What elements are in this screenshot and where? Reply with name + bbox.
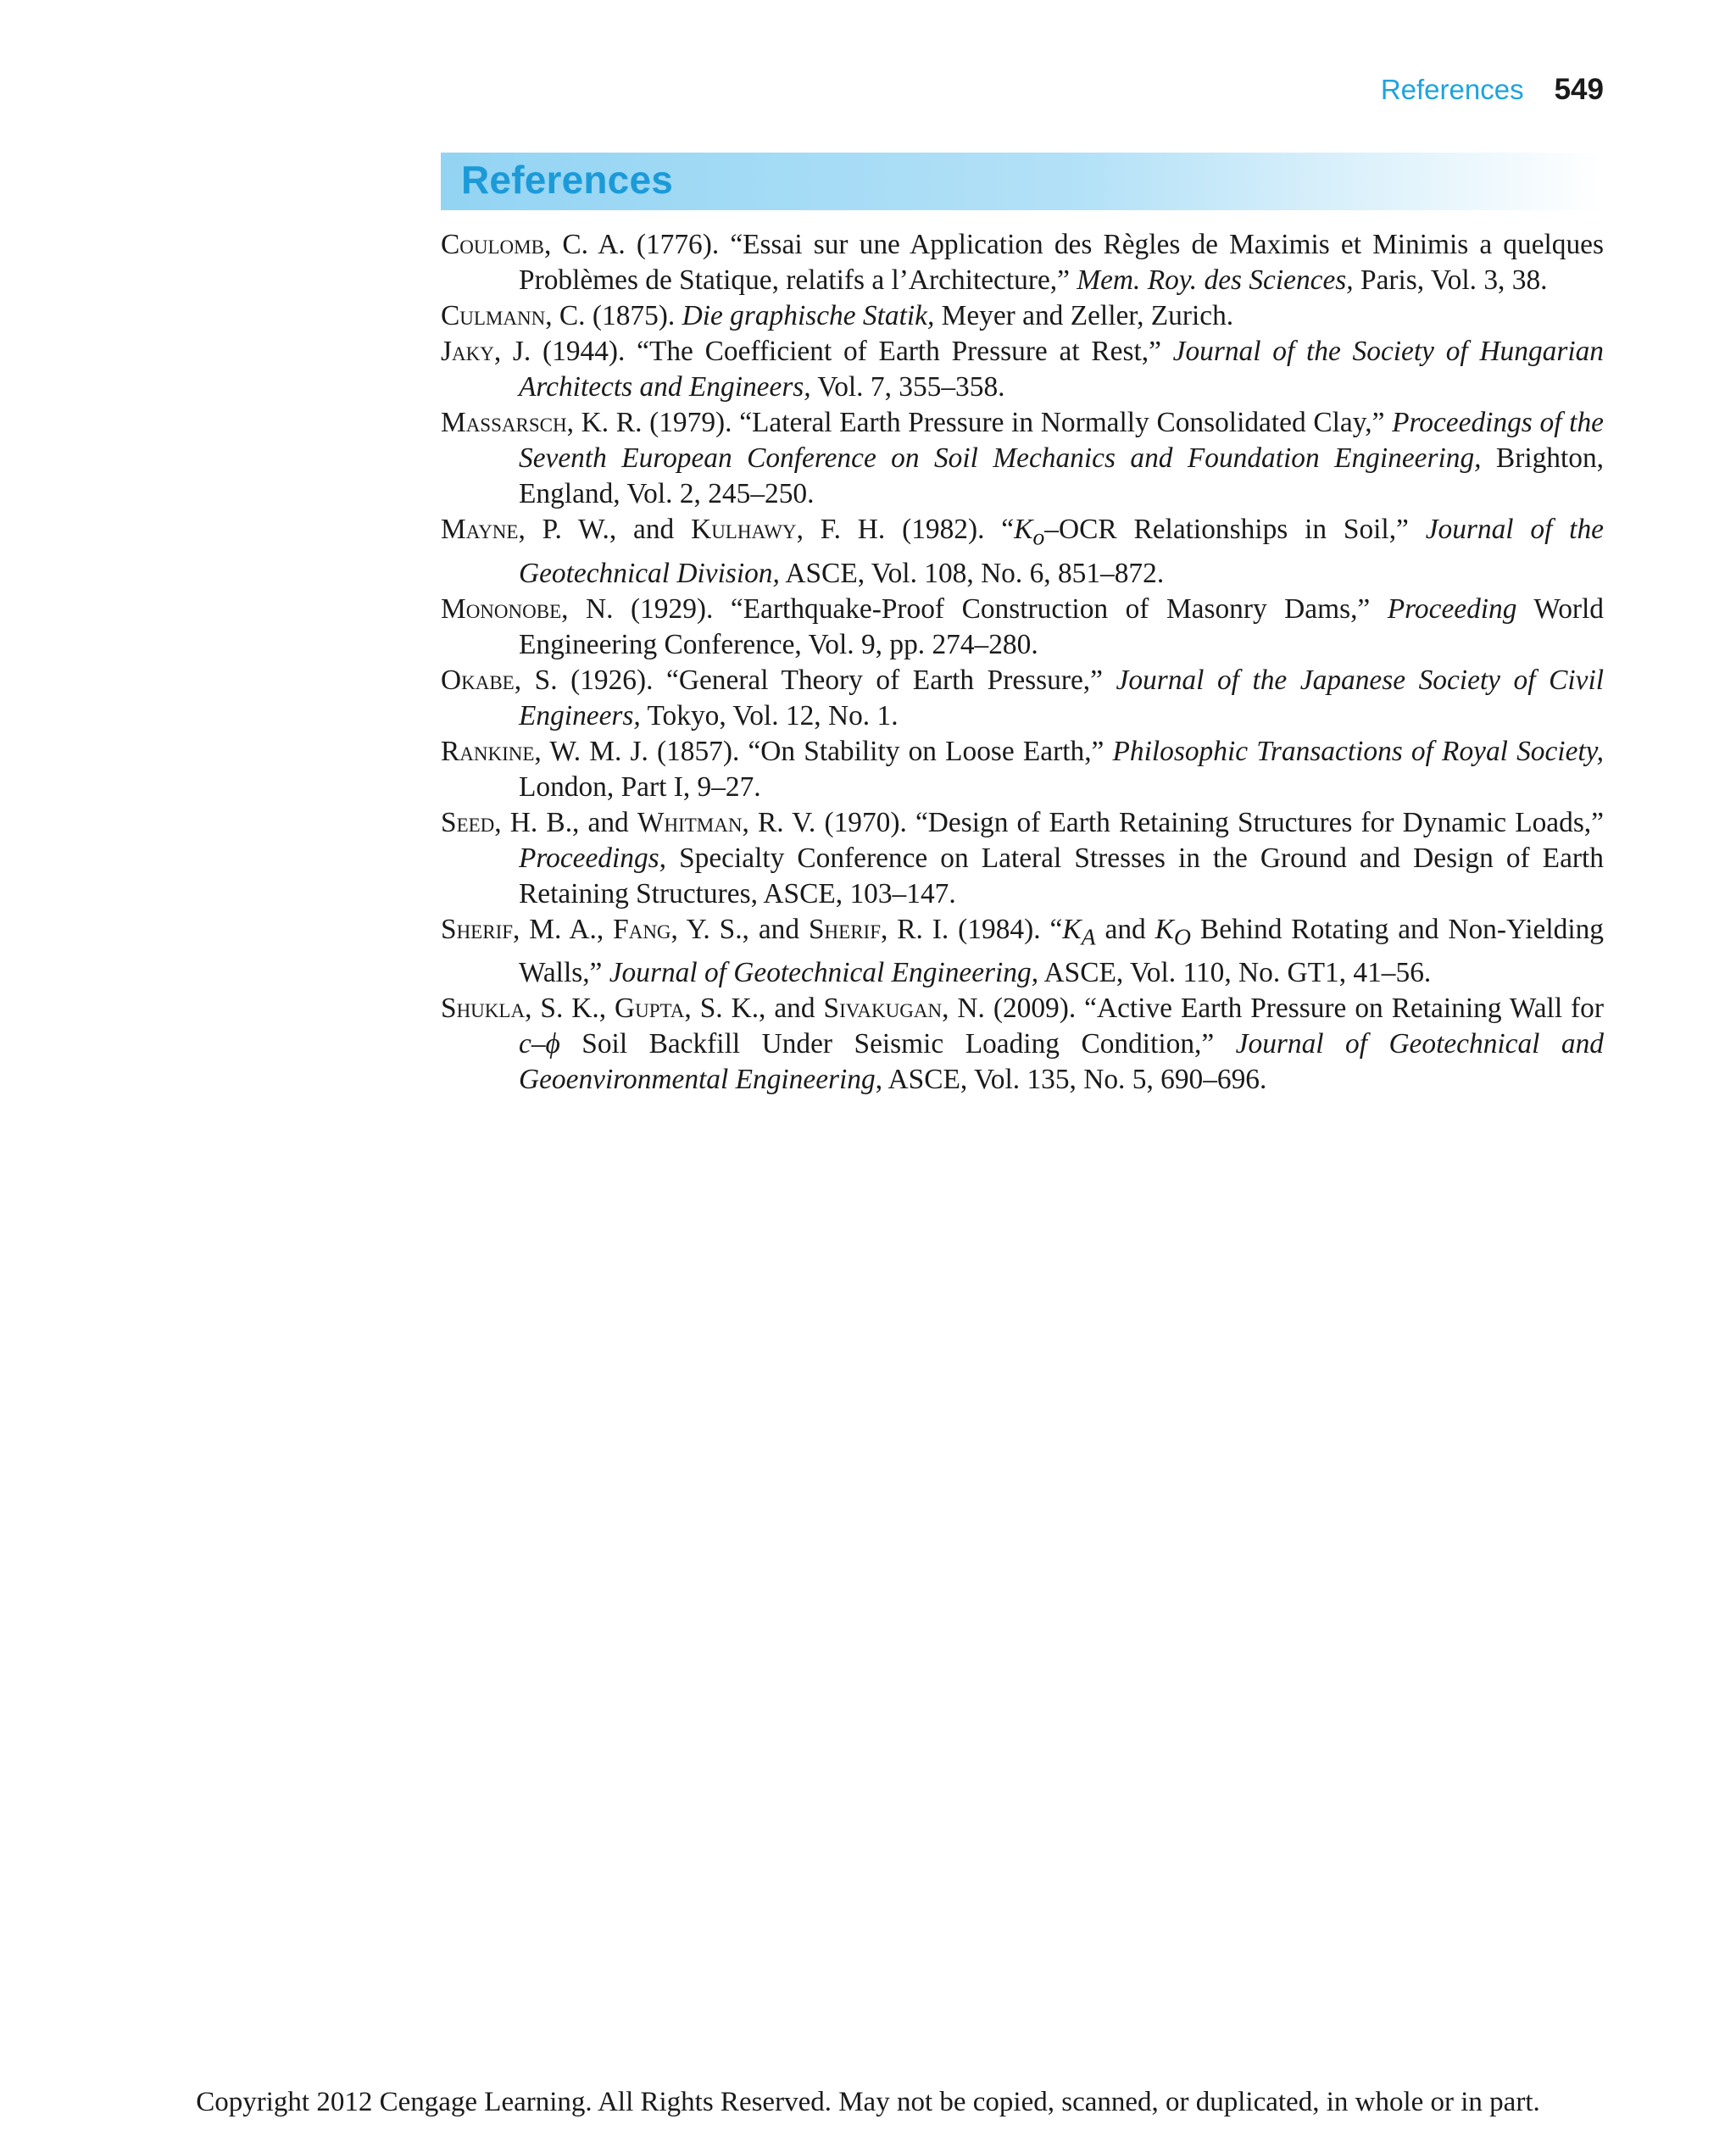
- ref-text: , S. (1926). “General Theory of Earth Pressure,”: [514, 664, 1116, 696]
- math-symbol: c: [519, 1028, 531, 1060]
- math-subscript: A: [1081, 924, 1096, 951]
- author: Okabe: [441, 664, 515, 696]
- author: Sherif: [808, 913, 881, 945]
- source-title: Philosophic Transactions of Royal Society,: [1112, 735, 1604, 767]
- author: Kulhawy: [691, 514, 797, 545]
- author: Gupta: [615, 993, 685, 1025]
- source-title: Journal of the Geotechnical Division,: [519, 514, 1604, 589]
- reference-seed: [441, 805, 1604, 912]
- ref-text: Tokyo, Vol. 12, No. 1.: [640, 699, 899, 731]
- copyright-footer: Copyright 2012 Cengage Learning. All Rights Reserved. May not be copied, scanned, or duplicated, in whole or in part.: [196, 2087, 1540, 2117]
- ref-text: and: [1095, 913, 1155, 945]
- math-symbol: K: [1062, 913, 1082, 945]
- author: Sherif: [441, 913, 514, 945]
- author: Fang: [613, 913, 671, 945]
- running-head-title: References: [1380, 74, 1524, 105]
- ref-text: , K. R. (1979). “Lateral Earth Pressure in Normally Consolidated Clay,”: [566, 407, 1393, 438]
- author: Whitman: [637, 806, 743, 838]
- author: Coulomb: [441, 229, 544, 260]
- reference-rankine: [441, 734, 1604, 805]
- math-symbol: K: [1155, 913, 1174, 945]
- ref-text: Soil Backfill Under Seismic Loading Condition,”: [559, 1028, 1236, 1060]
- ref-text: Specialty Conference on Lateral Stresses in the Ground and Design of Earth Retaining Structures, ASCE, 103–147.: [519, 842, 1604, 909]
- section-banner: [441, 153, 1604, 210]
- reference-culmann: [441, 298, 1604, 334]
- author: Mayne: [441, 514, 519, 545]
- ref-text: London, Part I, 9–27.: [519, 770, 761, 803]
- reference-sherif: [441, 912, 1604, 992]
- math-symbol: K: [1014, 514, 1033, 545]
- author: Sivakugan: [823, 993, 943, 1025]
- author: Shukla: [441, 993, 526, 1025]
- author: Jaky: [441, 336, 494, 367]
- ref-text: , R. I. (1984). “: [881, 913, 1063, 945]
- author: Massarsch: [441, 407, 567, 438]
- ref-text: , M. A.,: [513, 913, 614, 945]
- math-subscript: o: [1032, 524, 1045, 551]
- ref-text: , N. (1929). “Earthquake-Proof Construction of Masonry Dams,”: [561, 592, 1388, 625]
- ref-text: , N. (2009). “Active Earth Pressure on Retaining Wall for: [942, 993, 1604, 1025]
- ref-text: Meyer and Zeller, Zurich.: [934, 300, 1234, 331]
- page-number: 549: [1554, 73, 1604, 106]
- ref-text: , S. K., and: [684, 993, 824, 1025]
- ref-text: , C. A. (1776). “Essai sur une Application des Règles de Maximis et Minimis a quelques Problèmes de Statique, relatifs a l’Architecture,”: [519, 229, 1604, 296]
- ref-text: , R. V. (1970). “Design of Earth Retaining Structures for Dynamic Loads,”: [742, 806, 1604, 838]
- running-head: [1381, 73, 1604, 107]
- ref-text: World Engineering Conference, Vol. 9, pp. 274–280.: [519, 592, 1604, 660]
- ref-text: ASCE, Vol. 108, No. 6, 851–872.: [779, 557, 1165, 589]
- ref-text: Brighton, England, Vol. 2, 245–250.: [519, 442, 1604, 509]
- reference-mayne: [441, 512, 1604, 592]
- reference-jaky: [441, 334, 1604, 405]
- source-title: Proceeding: [1387, 592, 1517, 625]
- source-title: Proceedings,: [519, 842, 667, 874]
- author: Culmann: [441, 300, 546, 331]
- ref-text: , Y. S., and: [670, 913, 809, 945]
- reference-shukla: [441, 991, 1604, 1098]
- ref-text: Vol. 7, 355–358.: [810, 371, 1005, 403]
- ref-text: ASCE, Vol. 110, No. GT1, 41–56.: [1038, 957, 1432, 989]
- ref-text: , S. K.,: [525, 993, 615, 1025]
- reference-coulomb: [441, 227, 1604, 298]
- author: Seed: [441, 806, 495, 838]
- ref-text: Behind Rotating and Non-Yielding Walls,”: [519, 913, 1604, 989]
- author: Mononobe: [441, 592, 562, 625]
- math-symbol: ϕ: [545, 1028, 560, 1060]
- source-title: Proceedings of the Seventh European Conference on Soil Mechanics and Foundation Engineering,: [519, 407, 1604, 474]
- ref-text: , J. (1944). “The Coefficient of Earth Pressure at Rest,”: [493, 336, 1173, 367]
- reference-list: [441, 227, 1604, 1098]
- ref-text: , C. (1875).: [545, 300, 682, 331]
- math-subscript: O: [1173, 924, 1192, 951]
- source-title: Journal of Geotechnical Engineering,: [609, 957, 1039, 989]
- source-title: Journal of the Society of Hungarian Architects and Engineers,: [519, 336, 1605, 403]
- ref-text: , H. B., and: [494, 806, 637, 838]
- reference-massarsch: [441, 405, 1604, 512]
- ref-text: –OCR Relationships in Soil,”: [1044, 514, 1426, 545]
- math-dash: –: [531, 1028, 546, 1060]
- ref-text: , P. W., and: [518, 514, 692, 545]
- source-title: Journal of the Japanese Society of Civil Engineers,: [519, 664, 1604, 731]
- reference-mononobe: [441, 592, 1604, 663]
- reference-okabe: [441, 663, 1604, 734]
- section-title: References: [461, 158, 674, 202]
- ref-text: , ASCE, Vol. 135, No. 5, 690–696.: [875, 1064, 1267, 1096]
- ref-text: Paris, Vol. 3, 38.: [1353, 264, 1548, 296]
- source-title: Mem. Roy. des Sciences,: [1077, 264, 1354, 296]
- source-title: Die graphische Statik,: [682, 300, 935, 331]
- ref-text: , W. M. J. (1857). “On Stability on Loose Earth,”: [534, 735, 1113, 767]
- source-title: Journal of Geotechnical and Geoenvironmental Engineering: [519, 1028, 1605, 1096]
- author: Rankine: [441, 735, 535, 767]
- ref-text: , F. H. (1982). “: [796, 514, 1015, 545]
